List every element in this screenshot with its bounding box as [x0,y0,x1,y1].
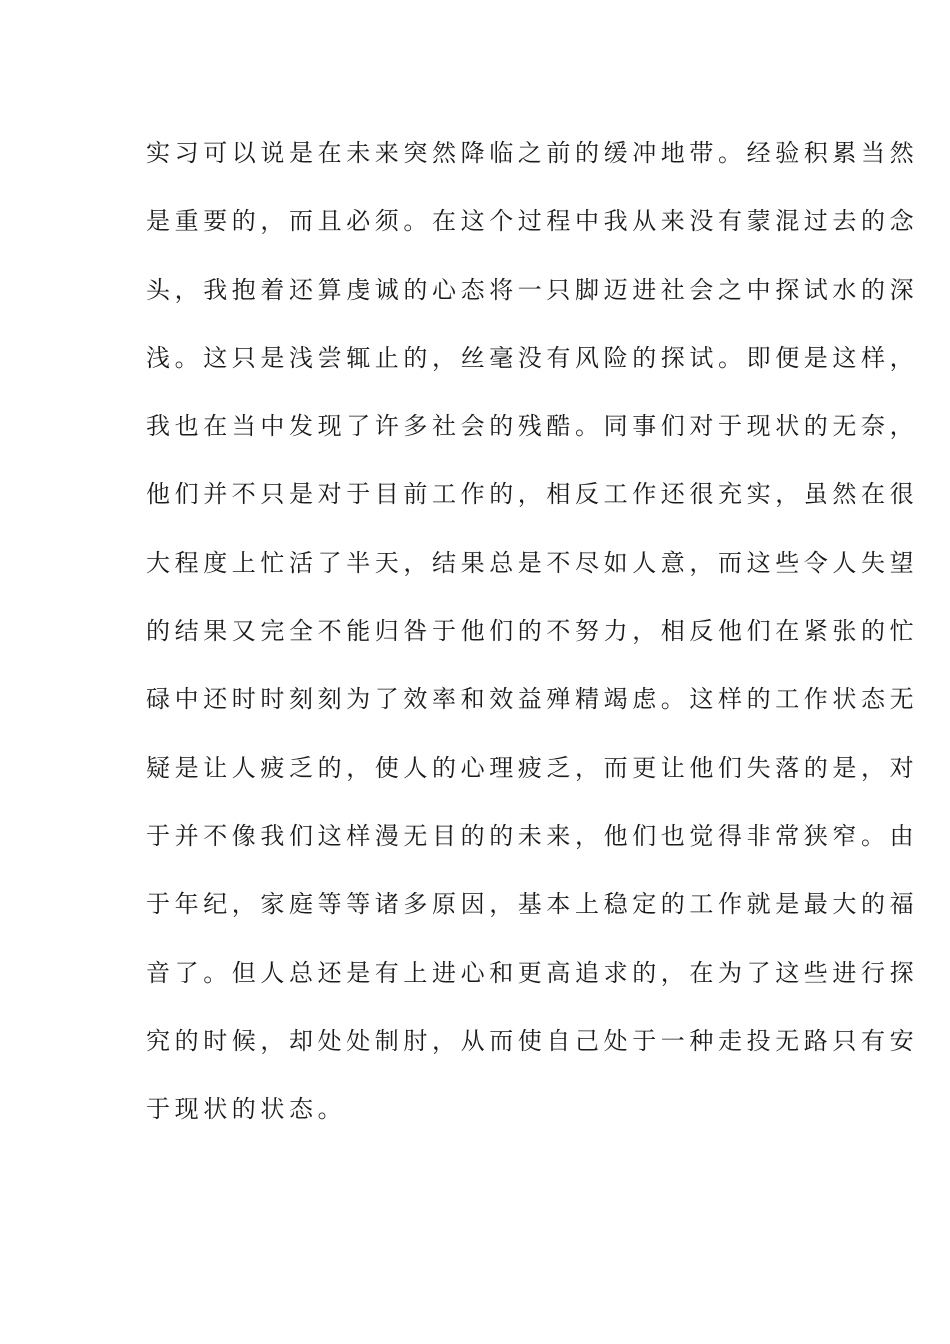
text-line: 碌中还时时刻刻为了效率和效益殚精竭虑。这样的工作状态无 [146,685,919,714]
text-line: 于年纪，家庭等等诸多原因，基本上稳定的工作就是最大的福 [146,890,919,919]
text-line: 大程度上忙活了半天，结果总是不尽如人意，而这些令人失望 [146,548,919,577]
text-line: 是重要的，而且必须。在这个过程中我从来没有蒙混过去的念 [146,207,919,236]
text-line: 我也在当中发现了许多社会的残酷。同事们对于现状的无奈， [146,412,919,441]
text-line: 实习可以说是在未来突然降临之前的缓冲地带。经验积累当然 [146,139,919,167]
text-line: 浅。这只是浅尝辄止的，丝毫没有风险的探试。即便是这样， [146,343,919,372]
text-line: 疑是让人疲乏的，使人的心理疲乏，而更让他们失落的是，对 [146,753,919,782]
text-line: 于并不像我们这样漫无目的的未来，他们也觉得非常狭窄。由 [146,821,919,850]
text-line: 头，我抱着还算虔诚的心态将一只脚迈进社会之中探试水的深 [146,275,919,304]
text-line: 于现状的状态。 [146,1095,347,1124]
text-line: 的结果又完全不能归咎于他们的不努力，相反他们在紧张的忙 [146,617,919,646]
text-line: 他们并不只是对于目前工作的，相反工作还很充实，虽然在很 [146,480,919,509]
text-line: 音了。但人总还是有上进心和更高追求的，在为了这些进行探 [146,958,919,987]
text-line: 究的时候，却处处制肘，从而使自己处于一种走投无路只有安 [146,1026,919,1055]
body-paragraph [146,128,919,1152]
